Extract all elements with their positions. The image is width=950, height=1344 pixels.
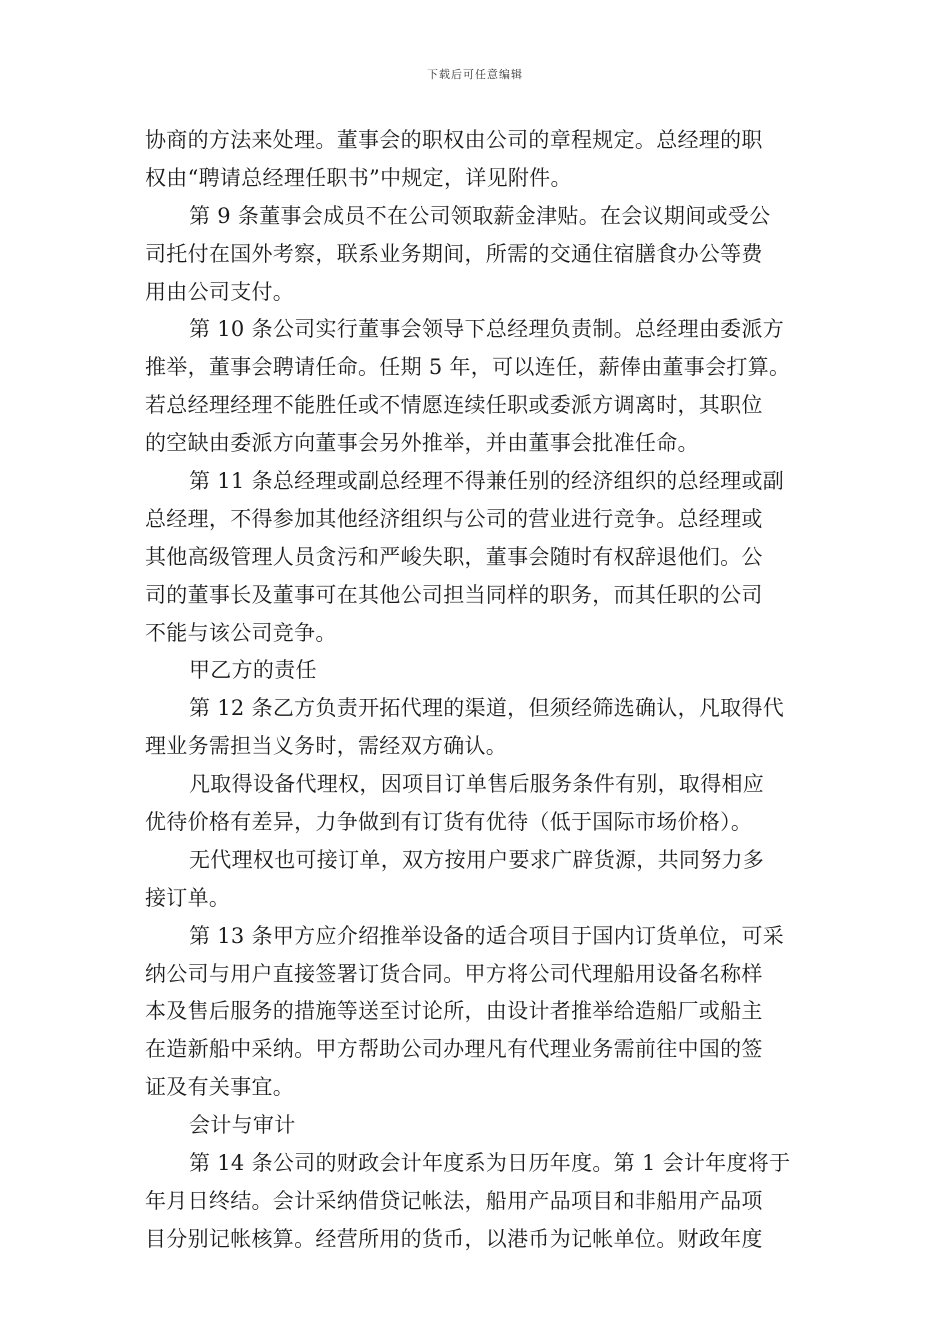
text-line: 第 10 条公司实行董事会领导下总经理负责制。总经理由委派方 (189, 317, 785, 342)
page-header: 下载后可任意编辑 (427, 68, 523, 81)
text-line: 证及有关事宜。 (145, 1075, 295, 1100)
text-line: 其他高级管理人员贪污和严峻失职，董事会随时有权辞退他们。公 (145, 544, 763, 569)
text-line: 本及售后服务的措施等送至讨论所，由设计者推举给造船厂或船主 (145, 999, 763, 1024)
text-line: 年月日终结。会计采纳借贷记帐法，船用产品项目和非船用产品项 (145, 1188, 763, 1213)
text-line: 会计与审计 (189, 1113, 296, 1138)
text-line: 第 14 条公司的财政会计年度系为日历年度。第 1 会计年度将于 (189, 1151, 791, 1176)
text-line: 接订单。 (145, 885, 231, 910)
text-line: 理业务需担当义务时，需经双方确认。 (145, 734, 508, 759)
text-line: 第 13 条甲方应介绍推举设备的适合项目于国内订货单位，可采 (189, 923, 785, 948)
text-line: 目分别记帐核算。经营所用的货币，以港币为记帐单位。财政年度 (145, 1226, 763, 1251)
text-line: 优待价格有差异，力争做到有订货有优待（低于国际市场价格）。 (145, 810, 753, 835)
document-body (145, 122, 810, 1259)
text-line: 权由“聘请总经理任职书”中规定，详见附件。 (145, 165, 572, 190)
text-line: 不能与该公司竞争。 (145, 620, 337, 645)
text-line: 凡取得设备代理权，因项目订单售后服务条件有别，取得相应 (189, 772, 765, 797)
text-line: 纳公司与用户直接签署订货合同。甲方将公司代理船用设备名称样 (145, 961, 763, 986)
text-line: 协商的方法来处理。董事会的职权由公司的章程规定。总经理的职 (145, 128, 763, 152)
text-line: 司托付在国外考察，联系业务期间，所需的交通住宿膳食办公等费 (145, 241, 763, 266)
text-line: 司的董事长及董事可在其他公司担当同样的职务，而其任职的公司 (145, 582, 763, 607)
text-line: 第 11 条总经理或副总经理不得兼任别的经济组织的总经理或副 (189, 469, 785, 494)
text-line: 第 12 条乙方负责开拓代理的渠道，但须经筛选确认，凡取得代 (189, 696, 785, 721)
text-line: 推举，董事会聘请任命。任期 5 年，可以连任，薪俸由董事会打算。 (145, 355, 791, 380)
text-line: 用由公司支付。 (145, 279, 295, 304)
text-line: 总经理，不得参加其他经济组织与公司的营业进行竞争。总经理或 (145, 506, 763, 531)
text-line: 甲乙方的责任 (189, 658, 317, 683)
text-line: 第 9 条董事会成员不在公司领取薪金津贴。在会议期间或受公 (189, 203, 771, 228)
text-line: 无代理权也可接订单，双方按用户要求广辟货源，共同努力多 (189, 847, 765, 872)
text-line: 若总经理经理不能胜任或不情愿连续任职或委派方调离时，其职位 (145, 393, 763, 418)
text-line: 的空缺由委派方向董事会另外推举，并由董事会批准任命。 (145, 431, 699, 456)
text-line: 在造新船中采纳。甲方帮助公司办理凡有代理业务需前往中国的签 (145, 1037, 763, 1062)
